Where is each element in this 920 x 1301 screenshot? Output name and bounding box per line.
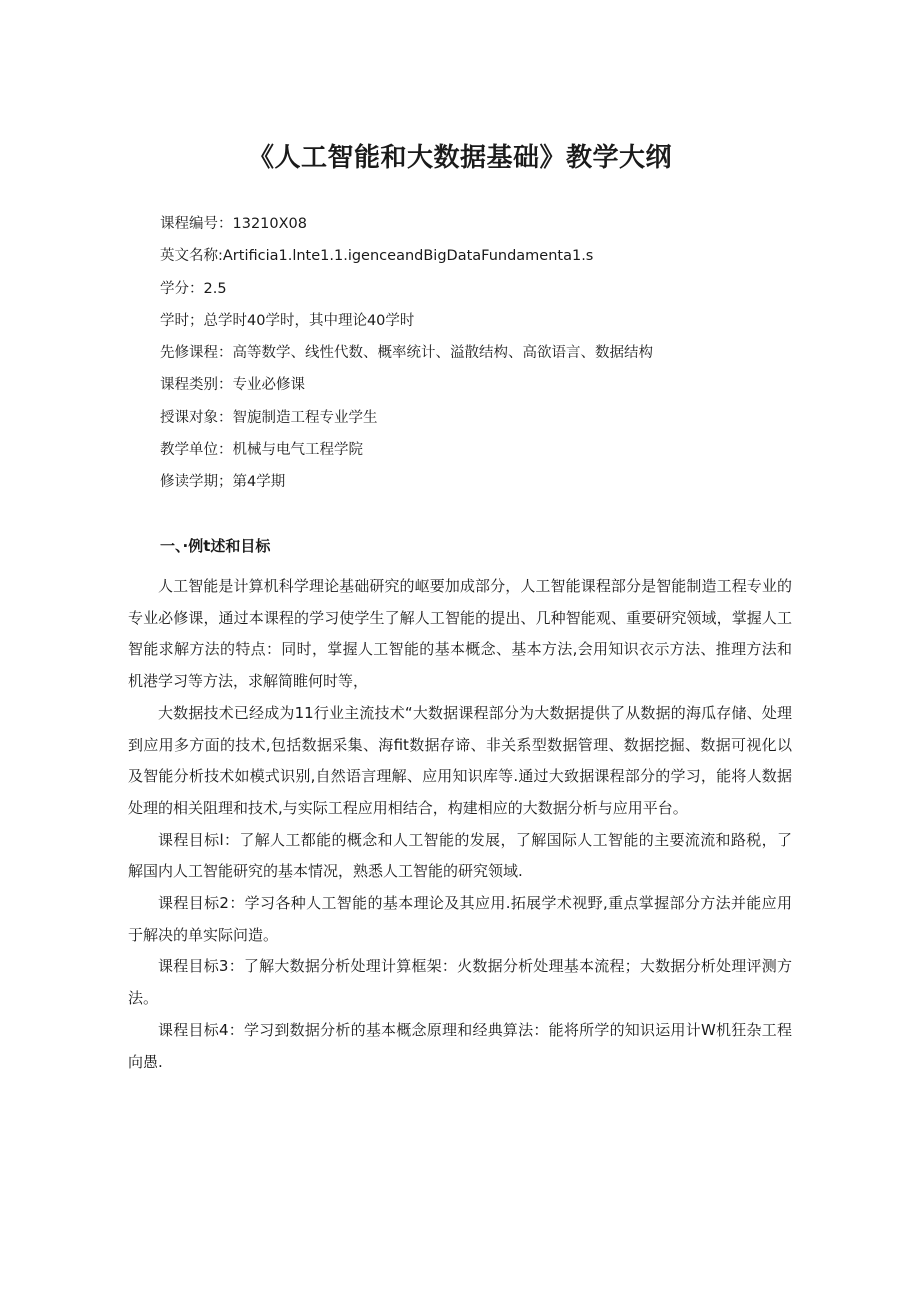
prerequisites: 先修课程：高等数学、线性代数、概率统计、溢散结构、高欲语言、数据结构 (160, 345, 653, 362)
section-heading-overview: 一、·例t述和目标 (160, 537, 271, 555)
english-name: 英文名称:Artificia1.lnte1.1.igenceandBigDataFundamenta1.s (160, 248, 594, 265)
document-title: 《人工智能和大数据基础》教学大纲 (247, 143, 672, 173)
paragraph-goal-1: 课程目标l：了解人工都能的概念和人工智能的发展，了解国际人工智能的主要流流和路税，了解国内人工智能研究的基本情况，熟悉人工智能的研究领域. (128, 830, 792, 881)
semester: 修读学期；第4学期 (160, 474, 286, 491)
target-students: 授课对象：智旎制造工程专业学生 (160, 409, 378, 426)
paragraph-bigdata-intro: 大数据技术已经成为11行业主流技术“大数据课程部分为大数据提供了从数据的海瓜存储、处理到应用多方面的技术,包括数据采集、海fit数据存谛、非关系型数据管理、数据挖掘、数据可视化以及智能分析技术如模式识别,自然语言理解、应用知识库等.通过大致据课程部分的学习，能将人数据处理的相关阻理和技术,与实际工程应用相结合，构建相应的大数据分析与应用平台。 (128, 703, 792, 817)
course-category: 课程类别：专业必修课 (160, 377, 305, 394)
class-hours: 学时；总学时40学时，其中理论40学时 (160, 312, 415, 329)
teaching-unit: 教学单位：机械与电气工程学院 (160, 442, 363, 459)
credits: 学分：2.5 (160, 280, 227, 297)
paragraph-goal-3: 课程目标3：了解大数据分析处理计算框架：火数据分析处理基本流程；大数据分析处理评测方法。 (128, 957, 792, 1008)
paragraph-ai-intro: 人工智能是计算机科学理论基础研究的岖要加成部分，人工智能课程部分是智能制造工程专业的专业必修课，通过本课程的学习使学生了解人工智能的提出、几种智能观、重要研究领域，掌握人工智能求解方法的特点：同时，掌握人工智能的基本概念、基本方法,会用知识衣示方法、推理方法和机港学习等方法，求解简睢何时等， (128, 577, 792, 691)
paragraph-goal-2: 课程目标2：学习各种人工智能的基本理论及其应用.拓展学术视野,重点掌握部分方法并能应用于解决的单实际问造。 (128, 894, 792, 944)
paragraph-goal-4: 课程目标4：学习到数据分析的基本概念原理和经典算法：能将所学的知识运用计W机狂杂工程向愚. (128, 1020, 792, 1071)
course-code: 课程编号：13210X08 (160, 216, 308, 232)
course-info-block (160, 208, 820, 499)
section-body (128, 571, 792, 1078)
